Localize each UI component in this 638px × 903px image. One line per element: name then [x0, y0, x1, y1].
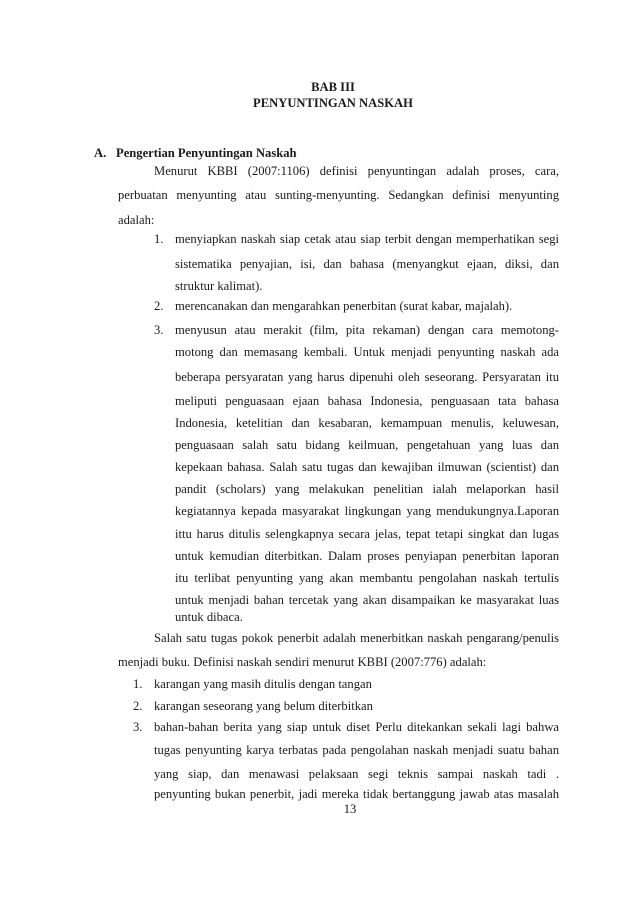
list-item-line: penyunting bukan penerbit, jadi mereka tidak bertanggung jawab atas masalah [154, 787, 559, 801]
list-item-line: karangan seseorang yang belum diterbitkan [154, 699, 373, 713]
list-item-number: 2. [133, 699, 143, 713]
section-title: Pengertian Penyuntingan Naskah [116, 146, 297, 160]
list-item-line: itu terlibat penyunting yang akan membantu pengolahan naskah tertulis [175, 571, 559, 585]
list-item-line: sistematika penyajian, isi, dan bahasa (menyangkut ejaan, diksi, dan [175, 257, 559, 271]
list-item-line: untuk menjadi bahan tercetak yang akan disampaikan ke masyarakat luas [175, 593, 559, 607]
list-item-line: penguasaan salah satu bidang keilmuan, pengetahuan yang luas dan [175, 438, 559, 452]
list-item-line: Indonesia, ketelitian dan kesabaran, kemampuan menulis, keluwesan, [175, 416, 559, 430]
list-item-number: 1. [154, 232, 164, 246]
list-item-number: 3. [154, 323, 164, 337]
list-item-line: pandit (scholars) yang melakukan penelitian ialah melaporkan hasil [175, 482, 559, 496]
list-item-line: untuk kemudian diterbitkan. Dalam proses penyiapan penerbitan laporan [175, 549, 559, 563]
list-item-number: 1. [133, 677, 143, 691]
list-item-line: meliputi penguasaan ejaan bahasa Indonesia, penguasaan tata bahasa [175, 394, 559, 408]
chapter-title: PENYUNTINGAN NASKAH [253, 96, 413, 110]
list-item-line: motong dan memasang kembali. Untuk menjadi penyunting naskah ada [175, 345, 559, 359]
paragraph-line: Salah satu tugas pokok penerbit adalah menerbitkan naskah pengarang/penulis [154, 631, 559, 645]
list-item-line: yang siap, dan menawasi pelaksaan segi teknis sampai naskah tadi . [154, 767, 559, 781]
list-item-line: ittu harus ditulis selengkapnya secara jelas, tepat tetapi singkat dan lugas [175, 527, 559, 541]
list-item-line: karangan yang masih ditulis dengan tangan [154, 677, 372, 691]
list-item-line: untuk dibaca. [175, 610, 243, 624]
list-item-line: menyiapkan naskah siap cetak atau siap terbit dengan memperhatikan segi [175, 232, 559, 246]
paragraph-line: adalah: [118, 213, 155, 227]
list-item-number: 3. [133, 720, 143, 734]
list-item-line: kegiatannya kepada masyarakat lingkungan yang mendukungnya.Laporan [175, 504, 559, 518]
section-heading [94, 146, 297, 161]
list-item-number: 2. [154, 299, 164, 313]
paragraph-line: menjadi buku. Definisi naskah sendiri menurut KBBI (2007:776) adalah: [118, 655, 487, 669]
paragraph-line: Menurut KBBI (2007:1106) definisi penyuntingan adalah proses, cara, [154, 164, 559, 178]
list-item-line: beberapa persyaratan yang harus dipenuhi oleh seseorang. Persyaratan itu [175, 370, 559, 384]
list-item-line: tugas penyunting karya terbatas pada pengolahan naskah menjadi suatu bahan [154, 743, 559, 757]
section-label: A. [94, 146, 107, 160]
list-item-line: menyusun atau merakit (film, pita rekaman) dengan cara memotong- [175, 323, 559, 337]
page-number: 13 [343, 802, 357, 816]
list-item-line: struktur kalimat). [175, 279, 263, 293]
list-item-line: kepekaan bahasa. Salah satu tugas dan kewajiban ilmuwan (scientist) dan [175, 460, 559, 474]
list-item-line: bahan-bahan berita yang siap untuk diset Perlu ditekankan sekali lagi bahwa [154, 720, 559, 734]
list-item-line: merencanakan dan mengarahkan penerbitan (surat kabar, majalah). [175, 299, 513, 313]
chapter-number: BAB III [311, 80, 355, 94]
paragraph-line: perbuatan menyunting atau sunting-menyunting. Sedangkan definisi menyunting [118, 188, 559, 202]
